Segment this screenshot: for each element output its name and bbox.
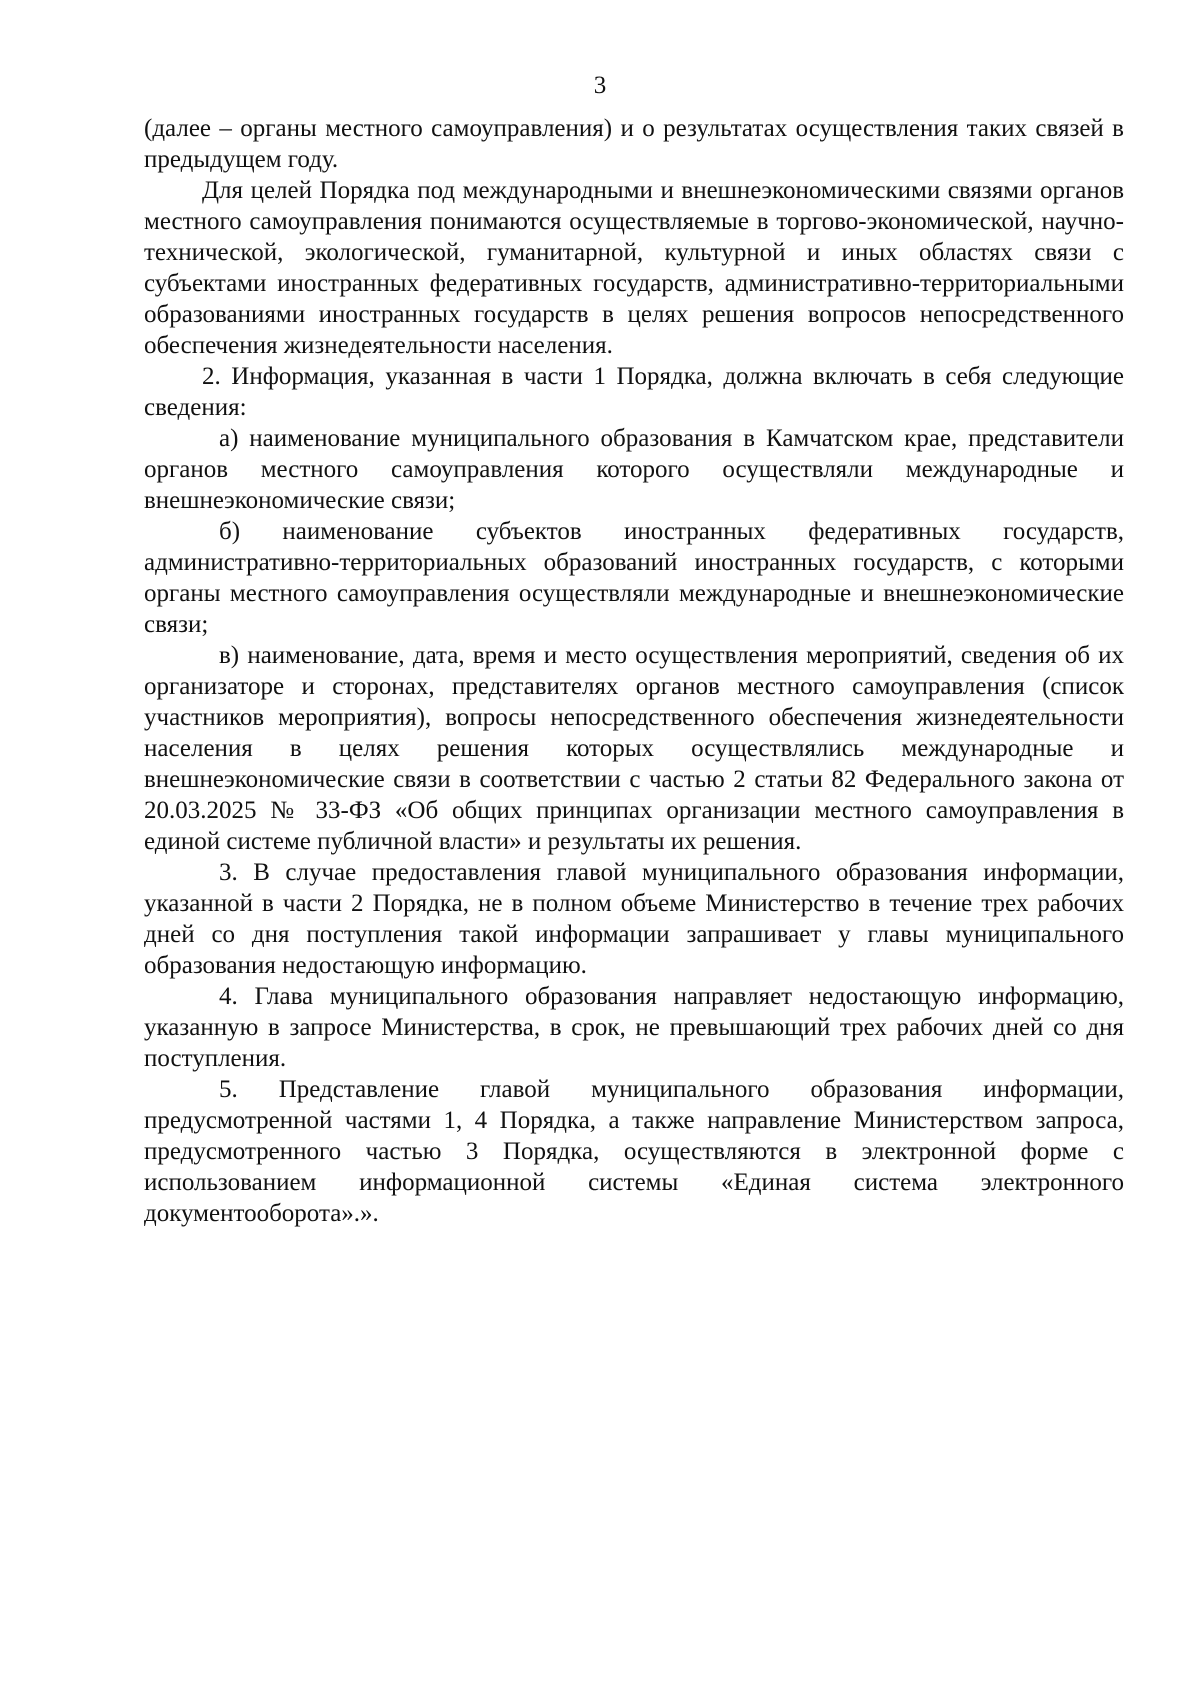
paragraph-subitem-v: в) наименование, дата, время и место осуществления мероприятий, сведения об их организаторе и сторонах, представителях органов местного самоуправления (список участников мероприятия), вопросы непосредственного обеспечения жизнедеятельности населения в целях решения которых осуществлялись международные и внешнеэкономические связи в соответствии с частью 2 статьи 82 Федерального закона от 20.03.2025 № 33-ФЗ «Об общих принципах организации местного самоуправления в единой системе публичной власти» и результаты их решения. bbox=[144, 642, 1124, 855]
paragraph-item-3: 3. В случае предоставления главой муниципального образования информации, указанной в части 2 Порядка, не в полном объеме Министерство в течение трех рабочих дней со дня поступления такой информации запрашивает у главы муниципального образования недостающую информацию. bbox=[144, 859, 1124, 979]
paragraph-definition: Для целей Порядка под международными и внешнеэкономическими связями органов местного самоуправления понимаются осуществляемые в торгово-экономической, научно-технической, экологической, гуманитарной, культурной и иных областях связи с субъектами иностранных федеративных государств, административно-территориальными образованиями иностранных государств в целях решения вопросов непосредственного обеспечения жизнедеятельности населения. bbox=[144, 177, 1124, 359]
document-body bbox=[144, 113, 1124, 1229]
paragraph-subitem-b: б) наименование субъектов иностранных федеративных государств, административно-территориальных образований иностранных государств, с которыми органы местного самоуправления осуществляли международные и внешнеэкономические связи; bbox=[144, 518, 1124, 638]
paragraph-continuation: (далее – органы местного самоуправления) и о результатах осуществления таких связей в предыдущем году. bbox=[144, 115, 1124, 173]
page-number: 3 bbox=[593, 72, 607, 99]
paragraph-item-2: 2. Информация, указанная в части 1 Порядка, должна включать в себя следующие сведения: bbox=[144, 363, 1124, 421]
paragraph-item-5: 5. Представление главой муниципального образования информации, предусмотренной частями 1, 4 Порядка, а также направление Министерством запроса, предусмотренного частью 3 Порядка, осуществляются в электронной форме с использованием информационной системы «Единая система электронного документооборота».». bbox=[144, 1076, 1124, 1227]
paragraph-item-4: 4. Глава муниципального образования направляет недостающую информацию, указанную в запросе Министерства, в срок, не превышающий трех рабочих дней со дня поступления. bbox=[144, 983, 1124, 1072]
paragraph-subitem-a: а) наименование муниципального образования в Камчатском крае, представители органов местного самоуправления которого осуществляли международные и внешнеэкономические связи; bbox=[144, 425, 1124, 514]
